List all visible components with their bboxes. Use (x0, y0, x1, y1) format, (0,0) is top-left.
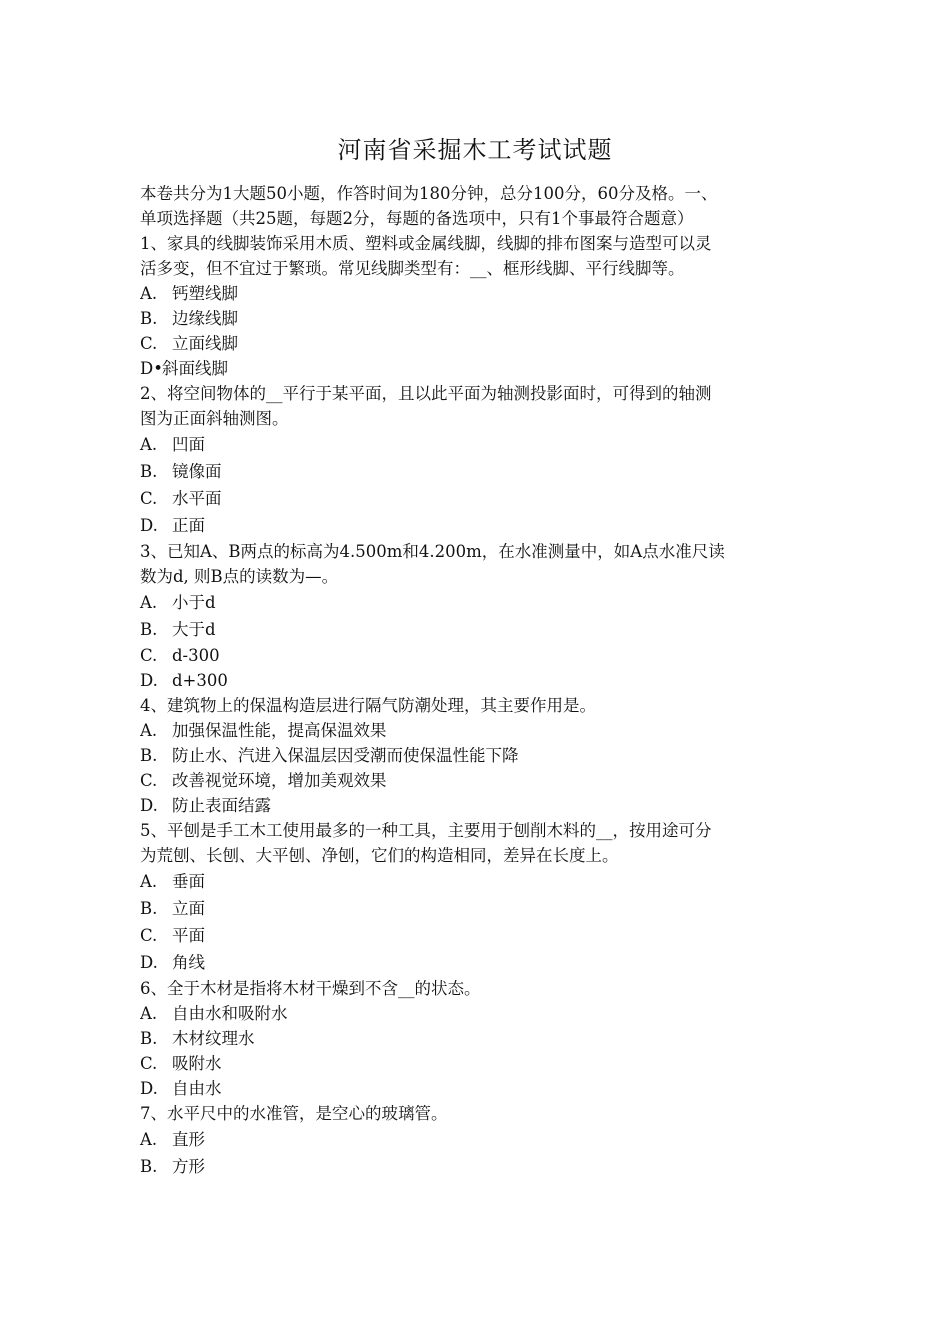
question-stem: 3、已知A、B两点的标高为4.500m和4.200m，在水准测量中，如A点水准尺读 (140, 542, 725, 561)
option-letter: A. (140, 435, 158, 454)
option-letter: C. (140, 1054, 158, 1073)
option-item (140, 668, 805, 693)
option-letter: B. (140, 1157, 158, 1176)
question-stem: 数为d, 则B点的读数为—。 (140, 567, 339, 586)
option-letter: D. (140, 953, 158, 972)
option-text: 水平面 (172, 489, 222, 508)
question-block (140, 818, 805, 976)
question-block (140, 693, 805, 818)
option-letter: B. (140, 746, 158, 765)
option-item (140, 949, 805, 976)
option-letter: D. (140, 516, 158, 535)
question-stem: 为荒刨、长刨、大平刨、净刨，它们的构造相同，差异在长度上。 (140, 846, 619, 865)
option-letter: A. (140, 593, 158, 612)
option-text: 角线 (172, 953, 205, 972)
option-letter: D. (140, 671, 158, 690)
option-text: d-300 (172, 646, 220, 665)
option-text: 加强保温性能，提高保温效果 (172, 721, 387, 740)
option-item (140, 922, 805, 949)
option-text: d+300 (172, 671, 228, 690)
option-text: 钙塑线脚 (172, 284, 238, 303)
option-text: 正面 (172, 516, 205, 535)
document-body (140, 181, 805, 1180)
question-stem: 图为正面斜轴测图。 (140, 409, 289, 428)
question-stem: 2、将空间物体的__平行于某平面，且以此平面为轴测投影面时，可得到的轴测 (140, 384, 712, 403)
option-text: 平面 (172, 926, 205, 945)
question-stem: 活多变，但不宜过于繁琐。常见线脚类型有：__、框形线脚、平行线脚等。 (140, 259, 685, 278)
question-block (140, 231, 805, 381)
option-letter: C. (140, 489, 158, 508)
option-text: 边缘线脚 (172, 309, 238, 328)
option-letter: C. (140, 334, 158, 353)
option-letter: B. (140, 899, 158, 918)
option-letter: C. (140, 646, 158, 665)
option-text: 防止表面结露 (172, 796, 271, 815)
option-item (140, 1153, 805, 1180)
option-text: 自由水 (172, 1079, 222, 1098)
page-title: 河南省采掘木工考试试题 (337, 136, 613, 164)
option-text: 立面 (172, 899, 205, 918)
option-letter: B. (140, 620, 158, 639)
option-letter: B. (140, 309, 158, 328)
option-letter: D. (140, 1079, 158, 1098)
option-text: 斜面线脚 (162, 359, 228, 378)
option-item (140, 331, 805, 356)
option-letter: A. (140, 284, 158, 303)
question-stem: 5、平刨是手工木工使用最多的一种工具，主要用于刨削木料的__，按用途可分 (140, 821, 712, 840)
option-text: 立面线脚 (172, 334, 238, 353)
option-text: 凹面 (172, 435, 205, 454)
question-block (140, 1101, 805, 1180)
option-item (140, 589, 805, 616)
option-letter: A. (140, 1130, 158, 1149)
intro-line: 单项选择题（共25题，每题2分，每题的备选项中，只有1个事最符合题意） (140, 209, 694, 228)
option-letter: C. (140, 771, 158, 790)
option-letter: B. (140, 462, 158, 481)
option-text: 改善视觉环境，增加美观效果 (172, 771, 387, 790)
option-text: 大于d (172, 620, 216, 639)
option-letter: B. (140, 1029, 158, 1048)
option-item (140, 1126, 805, 1153)
option-text: 方形 (172, 1157, 205, 1176)
option-item (140, 768, 805, 793)
question-block (140, 976, 805, 1101)
option-item (140, 1051, 805, 1076)
option-item (140, 458, 805, 485)
option-item (140, 1026, 805, 1051)
option-letter: A. (140, 1004, 158, 1023)
option-item (140, 718, 805, 743)
question-stem: 4、建筑物上的保温构造层进行隔气防潮处理，其主要作用是。 (140, 696, 596, 715)
option-item (140, 306, 805, 331)
option-text: 防止水、汽进入保温层因受潮而使保温性能下降 (172, 746, 519, 765)
option-letter: A. (140, 872, 158, 891)
option-text: 直形 (172, 1130, 205, 1149)
option-text: 自由水和吸附水 (172, 1004, 288, 1023)
option-letter: D. (140, 796, 158, 815)
option-letter: D• (140, 359, 163, 378)
option-item (140, 1076, 805, 1101)
question-stem: 1、家具的线脚装饰采用木质、塑料或金属线脚，线脚的排布图案与造型可以灵 (140, 234, 712, 253)
option-text: 小于d (172, 593, 216, 612)
option-letter: C. (140, 926, 158, 945)
option-item (140, 616, 805, 643)
option-text: 吸附水 (172, 1054, 222, 1073)
intro-line: 本卷共分为1大题50小题，作答时间为180分钟，总分100分，60分及格。一、 (140, 184, 718, 203)
option-item (140, 1001, 805, 1026)
option-text: 木材纹理水 (172, 1029, 255, 1048)
option-item (140, 356, 805, 381)
option-text: 镜像面 (172, 462, 222, 481)
question-stem: 7、水平尺中的水准管，是空心的玻璃管。 (140, 1104, 448, 1123)
option-item (140, 743, 805, 768)
option-letter: A. (140, 721, 158, 740)
question-block (140, 381, 805, 539)
option-item (140, 485, 805, 512)
option-text: 垂面 (172, 872, 205, 891)
option-item (140, 512, 805, 539)
option-item (140, 895, 805, 922)
question-stem: 6、全于木材是指将木材干燥到不含__的状态。 (140, 979, 481, 998)
option-item (140, 868, 805, 895)
option-item (140, 431, 805, 458)
question-block (140, 539, 805, 693)
option-item (140, 793, 805, 818)
option-item (140, 643, 805, 668)
option-item (140, 281, 805, 306)
